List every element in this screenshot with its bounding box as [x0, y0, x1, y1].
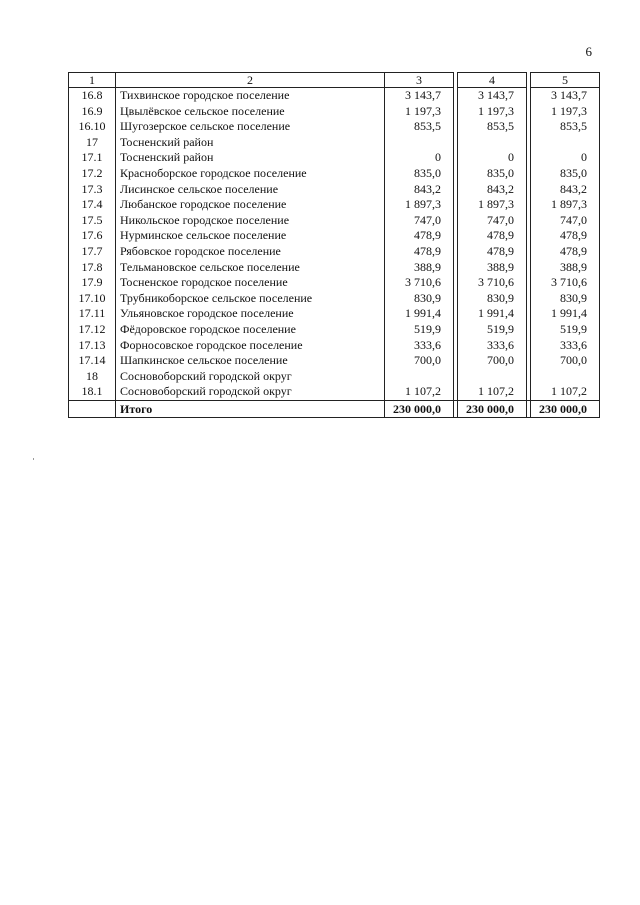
row-number: 16.8	[69, 88, 116, 104]
table-row	[69, 369, 600, 385]
municipality-name: Тосненский район	[116, 150, 385, 166]
municipality-name: Тихвинское городское поселение	[116, 88, 385, 104]
value-col-5: 1 197,3	[531, 104, 600, 120]
table-row	[69, 182, 600, 198]
table-row	[69, 104, 600, 120]
value-col-3: 700,0	[385, 353, 454, 369]
header-col-5: 5	[531, 73, 600, 88]
value-col-4: 747,0	[458, 213, 527, 229]
municipality-name: Тельмановское сельское поселение	[116, 260, 385, 276]
table-row	[69, 244, 600, 260]
row-number: 17.13	[69, 338, 116, 354]
value-col-5: 1 107,2	[531, 384, 600, 400]
table-row	[69, 384, 600, 400]
value-col-4: 3 710,6	[458, 275, 527, 291]
row-number: 17.9	[69, 275, 116, 291]
row-number: 16.9	[69, 104, 116, 120]
value-col-5	[531, 369, 600, 385]
value-col-4: 700,0	[458, 353, 527, 369]
municipality-name: Никольское городское поселение	[116, 213, 385, 229]
value-col-3: 333,6	[385, 338, 454, 354]
row-number: 17	[69, 135, 116, 151]
value-col-4: 1 991,4	[458, 306, 527, 322]
value-col-5: 478,9	[531, 244, 600, 260]
value-col-4	[458, 369, 527, 385]
table-row	[69, 260, 600, 276]
municipality-name: Лисинское сельское поселение	[116, 182, 385, 198]
value-col-5: 3 143,7	[531, 88, 600, 104]
table-row	[69, 228, 600, 244]
row-number: 18	[69, 369, 116, 385]
row-number: 17.11	[69, 306, 116, 322]
header-col-1: 1	[69, 73, 116, 88]
value-col-3: 830,9	[385, 291, 454, 307]
value-col-5: 230 000,0	[531, 400, 600, 417]
value-col-5: 519,9	[531, 322, 600, 338]
value-col-4: 230 000,0	[458, 400, 527, 417]
budget-allocation-table	[68, 72, 600, 418]
municipality-name: Сосновоборский городской округ	[116, 384, 385, 400]
header-col-2: 2	[116, 73, 385, 88]
value-col-5: 0	[531, 150, 600, 166]
value-col-5: 478,9	[531, 228, 600, 244]
value-col-3: 853,5	[385, 119, 454, 135]
value-col-4: 830,9	[458, 291, 527, 307]
value-col-4: 843,2	[458, 182, 527, 198]
scan-dot	[33, 458, 34, 460]
municipality-name: Красноборское городское поселение	[116, 166, 385, 182]
value-col-4: 835,0	[458, 166, 527, 182]
table-row	[69, 88, 600, 104]
value-col-3: 230 000,0	[385, 400, 454, 417]
municipality-name: Шапкинское сельское поселение	[116, 353, 385, 369]
value-col-3: 3 710,6	[385, 275, 454, 291]
value-col-5: 747,0	[531, 213, 600, 229]
value-col-4: 333,6	[458, 338, 527, 354]
row-number: 18.1	[69, 384, 116, 400]
value-col-3: 1 897,3	[385, 197, 454, 213]
value-col-5: 1 897,3	[531, 197, 600, 213]
value-col-5: 853,5	[531, 119, 600, 135]
value-col-4: 0	[458, 150, 527, 166]
value-col-5	[531, 135, 600, 151]
value-col-3	[385, 135, 454, 151]
municipality-name: Форносовское городское поселение	[116, 338, 385, 354]
table-row	[69, 353, 600, 369]
table-row	[69, 166, 600, 182]
table-row	[69, 306, 600, 322]
municipality-name: Нурминское сельское поселение	[116, 228, 385, 244]
municipality-name: Трубникоборское сельское поселение	[116, 291, 385, 307]
value-col-4: 388,9	[458, 260, 527, 276]
municipality-name: Шугозерское сельское поселение	[116, 119, 385, 135]
value-col-3: 835,0	[385, 166, 454, 182]
municipality-name: Цвылёвское сельское поселение	[116, 104, 385, 120]
value-col-3: 519,9	[385, 322, 454, 338]
row-number	[69, 400, 116, 417]
value-col-4: 853,5	[458, 119, 527, 135]
value-col-5: 700,0	[531, 353, 600, 369]
value-col-3: 747,0	[385, 213, 454, 229]
value-col-4: 478,9	[458, 244, 527, 260]
value-col-5: 830,9	[531, 291, 600, 307]
table-row	[69, 338, 600, 354]
value-col-3: 1 197,3	[385, 104, 454, 120]
row-number: 17.3	[69, 182, 116, 198]
row-number: 17.12	[69, 322, 116, 338]
value-col-3: 0	[385, 150, 454, 166]
municipality-name: Итого	[116, 400, 385, 417]
table-row	[69, 275, 600, 291]
value-col-3: 478,9	[385, 244, 454, 260]
value-col-3: 388,9	[385, 260, 454, 276]
value-col-3: 3 143,7	[385, 88, 454, 104]
header-col-4: 4	[458, 73, 527, 88]
value-col-5: 843,2	[531, 182, 600, 198]
table-row	[69, 322, 600, 338]
value-col-3	[385, 369, 454, 385]
table-row	[69, 150, 600, 166]
municipality-name: Рябовское городское поселение	[116, 244, 385, 260]
value-col-4: 1 197,3	[458, 104, 527, 120]
row-number: 17.4	[69, 197, 116, 213]
table-row	[69, 119, 600, 135]
value-col-4: 3 143,7	[458, 88, 527, 104]
table-row	[69, 213, 600, 229]
value-col-3: 1 107,2	[385, 384, 454, 400]
row-number: 17.2	[69, 166, 116, 182]
total-row	[69, 400, 600, 417]
municipality-name: Тосненский район	[116, 135, 385, 151]
page-number: 6	[585, 44, 592, 59]
row-number: 17.7	[69, 244, 116, 260]
header-col-3: 3	[385, 73, 454, 88]
value-col-5: 388,9	[531, 260, 600, 276]
row-number: 17.14	[69, 353, 116, 369]
value-col-3: 843,2	[385, 182, 454, 198]
municipality-name: Сосновоборский городской округ	[116, 369, 385, 385]
value-col-4: 1 897,3	[458, 197, 527, 213]
municipality-name: Любанское городское поселение	[116, 197, 385, 213]
value-col-3: 478,9	[385, 228, 454, 244]
row-number: 17.8	[69, 260, 116, 276]
value-col-4: 478,9	[458, 228, 527, 244]
row-number: 16.10	[69, 119, 116, 135]
value-col-5: 333,6	[531, 338, 600, 354]
value-col-5: 1 991,4	[531, 306, 600, 322]
row-number: 17.6	[69, 228, 116, 244]
table-row	[69, 291, 600, 307]
value-col-5: 835,0	[531, 166, 600, 182]
value-col-4: 519,9	[458, 322, 527, 338]
value-col-4: 1 107,2	[458, 384, 527, 400]
table-row	[69, 197, 600, 213]
municipality-name: Ульяновское городское поселение	[116, 306, 385, 322]
municipality-name: Фёдоровское городское поселение	[116, 322, 385, 338]
table-header-row	[69, 73, 600, 88]
row-number: 17.1	[69, 150, 116, 166]
row-number: 17.5	[69, 213, 116, 229]
value-col-4	[458, 135, 527, 151]
table-row	[69, 135, 600, 151]
row-number: 17.10	[69, 291, 116, 307]
value-col-5: 3 710,6	[531, 275, 600, 291]
municipality-name: Тосненское городское поселение	[116, 275, 385, 291]
value-col-3: 1 991,4	[385, 306, 454, 322]
